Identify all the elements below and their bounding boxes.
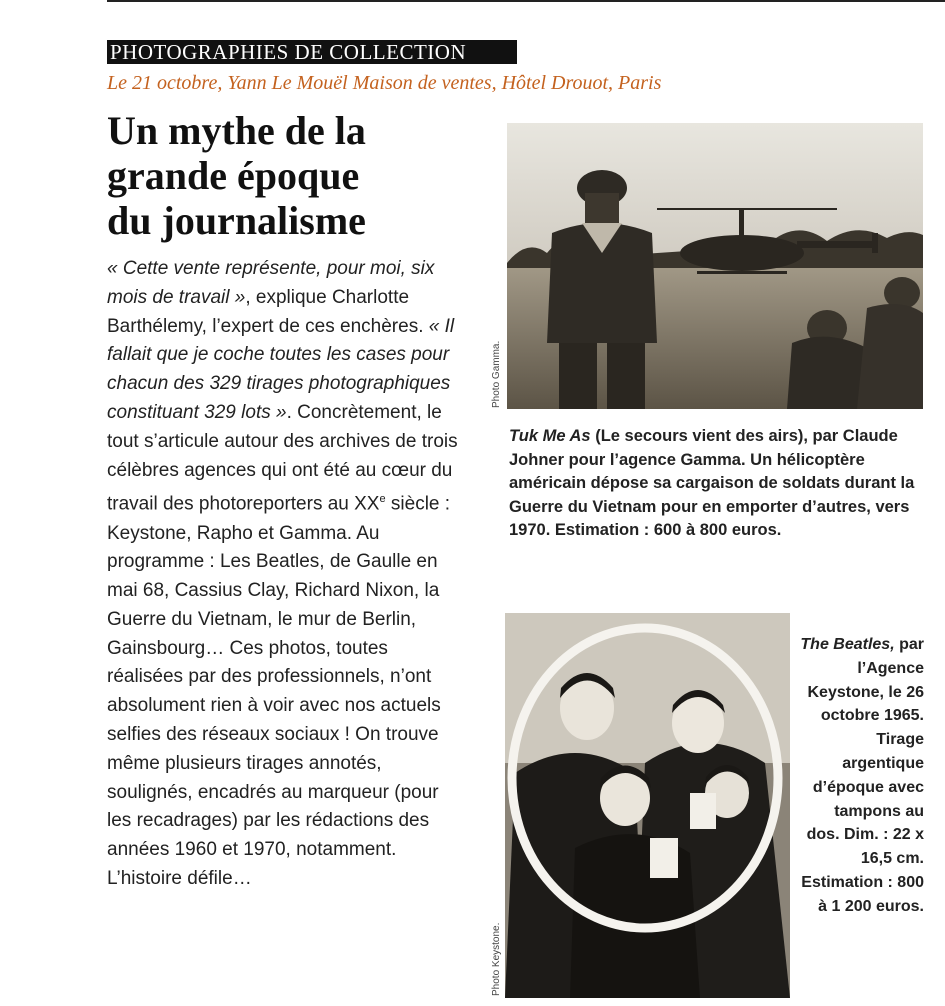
headline-line-1: Un mythe de la [107, 108, 366, 153]
body-quote-2: « Il fallait que je coche toutes les cases pour chacun des 329 tirages photographiques constituant 329 lots » [107, 315, 455, 423]
dateline: Le 21 octobre, Yann Le Mouël Maison de ventes, Hôtel Drouot, Paris [107, 72, 662, 94]
article-body [107, 255, 462, 894]
headline-line-3: du journalisme [107, 198, 366, 243]
body-text-3: siècle : Keystone, Rapho et Gamma. Au programme : Les Beatles, de Gaulle en mai 68, Cassius Clay, Richard Nixon, la Guerre du Vietnam, le mur de Berlin, Gainsbourg… Ces photos, toutes réalisées par des professionnels, n’ont absolument rien à voir avec nos actuels selfies des réseaux sociaux ! On trouve même plusieurs tirages annotés, soulignés, encadrés au marqueur (pour les recadrages) par les rédactions des années 1960 et 1970, notamment. L’histoire défile… [107, 493, 451, 890]
body-superscript: e [379, 493, 386, 506]
photo-credit-keystone: Photo Keystone. [491, 922, 502, 996]
helicopter-photo [507, 123, 923, 409]
beatles-photo-image [505, 613, 790, 998]
headline-line-2: grande époque [107, 153, 360, 198]
beatles-caption-title: The Beatles, [800, 636, 895, 653]
beatles-caption [798, 633, 924, 919]
helicopter-photo-image [507, 123, 923, 409]
beatles-photo [505, 613, 790, 998]
body-text-1: , explique Charlotte Barthélemy, l’expert de ces enchères. [107, 286, 429, 337]
body-quote-1: « Cette vente représente, pour moi, six mois de travail » [107, 258, 435, 308]
helicopter-caption-title: Tuk Me As [509, 427, 591, 445]
top-rule [107, 0, 945, 2]
helicopter-caption-text: (Le secours vient des airs), par Claude Johner pour l’agence Gamma. Un hélicoptère américain dépose sa cargaison de soldats durant la Guerre du Vietnam pour en emporter d’autres, vers 1970. Estimation : 600 à 800 euros. [509, 427, 915, 539]
body-text-2: . Concrètement, le tout s’articule autour des archives de trois célèbres agences qui ont été au cœur du travail des photoreporters au XX [107, 401, 458, 515]
helicopter-caption [509, 425, 919, 543]
beatles-caption-text: par l’Agence Keystone, le 26 octobre 1965. Tirage argentique d’époque avec tampons au dos. Dim. : 22 x 16,5 cm. Estimation : 800 à 1 200 euros. [801, 636, 924, 915]
headline [107, 108, 487, 243]
photo-credit-gamma: Photo Gamma. [491, 340, 502, 408]
section-rubric: PHOTOGRAPHIES DE COLLECTION [107, 40, 517, 64]
